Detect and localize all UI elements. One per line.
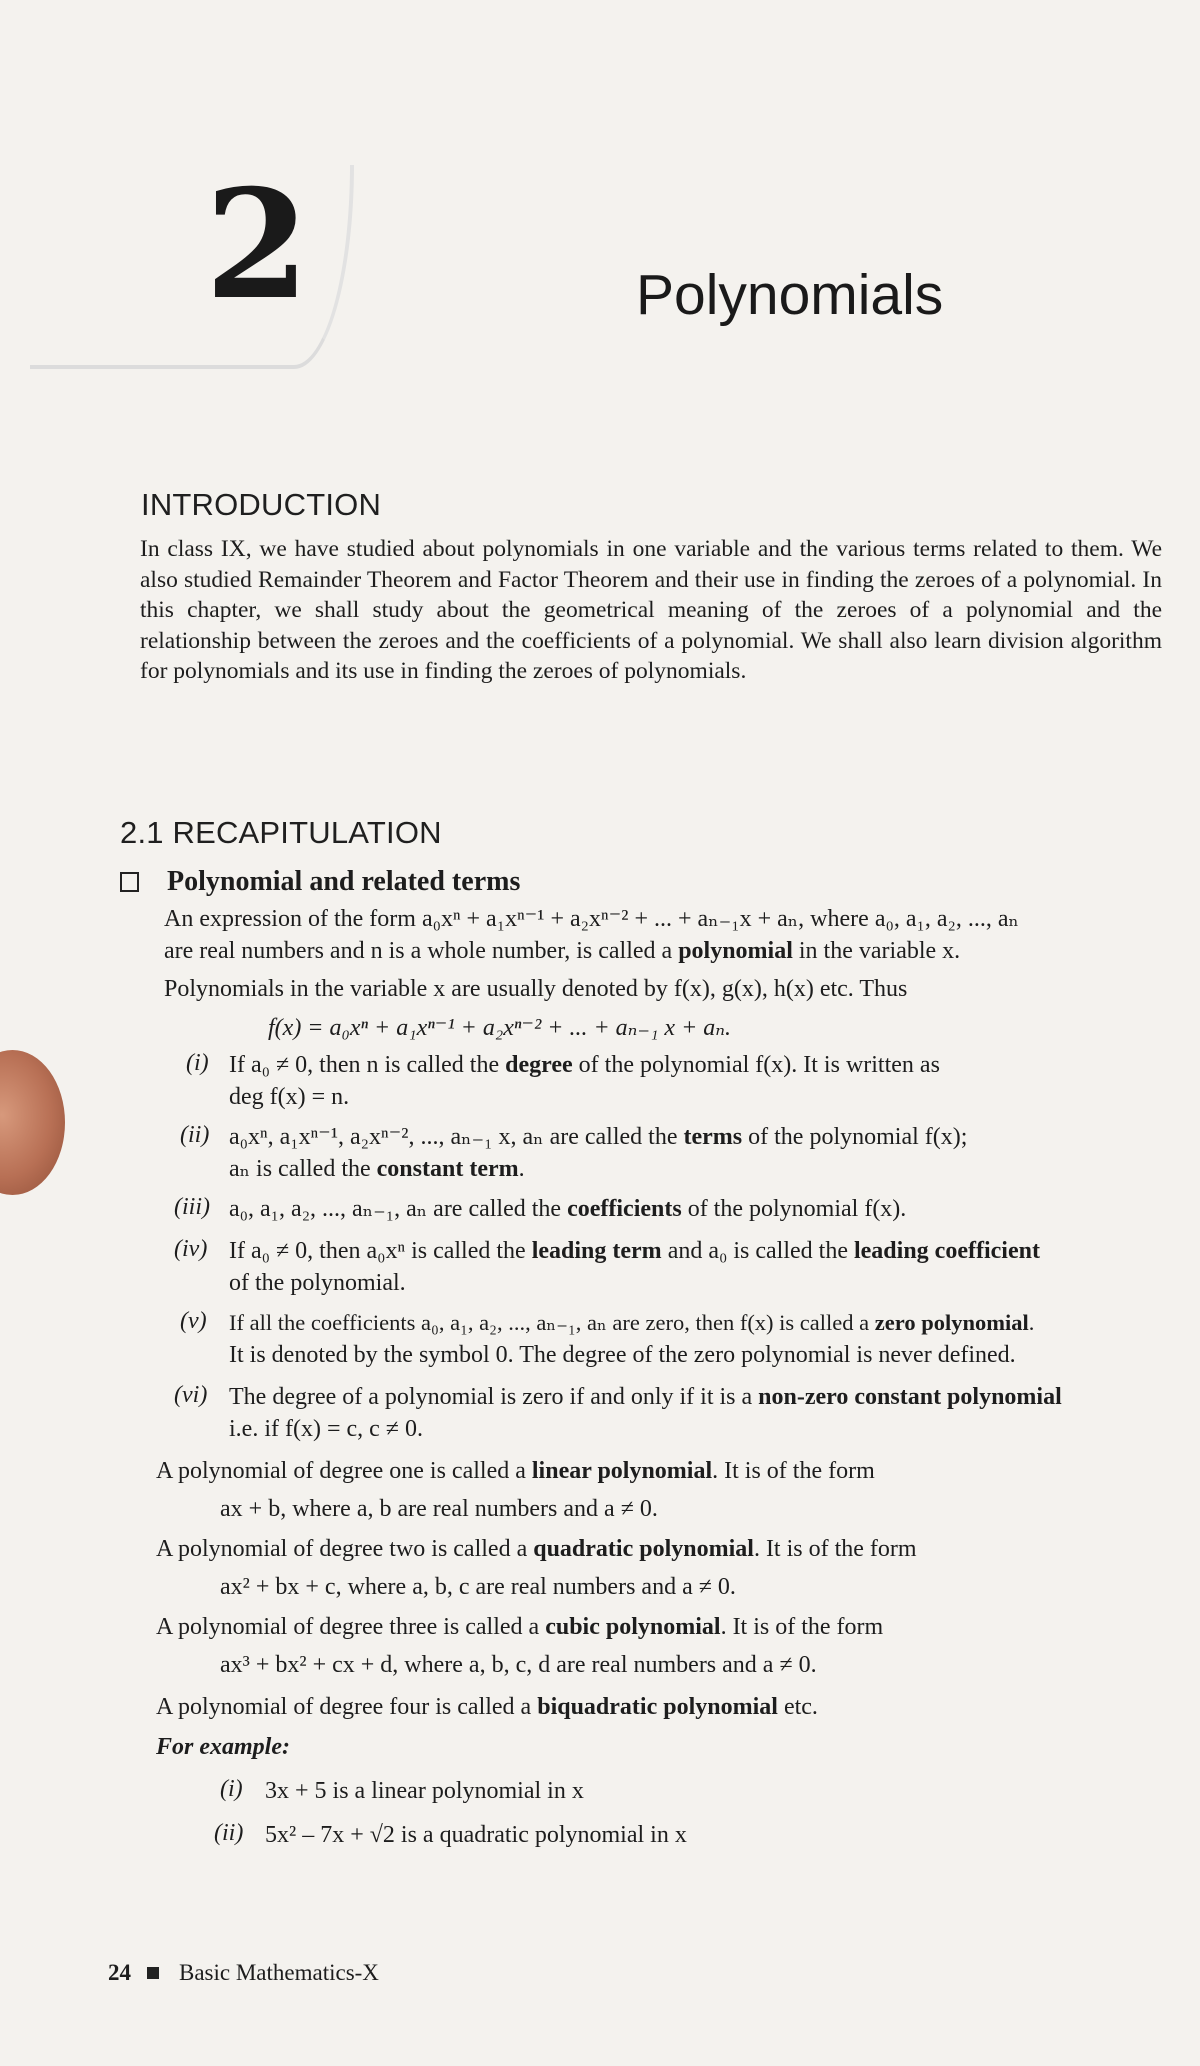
item-label: (iv) [174, 1236, 208, 1262]
item-text: of the polynomial f(x). It is written as [572, 1052, 940, 1078]
item-i-line-1 [229, 1050, 940, 1080]
example-text: 5x² – 7x + √2 is a quadratic polynomial in x [265, 1822, 687, 1848]
item-label: (i) [186, 1050, 209, 1076]
item-text: The degree of a polynomial is zero if and only if it is a [229, 1384, 759, 1410]
page-number: 24 [108, 1960, 131, 1985]
item-iv-line-1 [229, 1236, 1040, 1266]
cubic-definition [156, 1612, 883, 1642]
introduction-paragraph: In class IX, we have studied about polynomials in one variable and the various terms related to them. We also studied Remainder Theorem and Factor Theorem and their use in finding the zeroes of a polynomial. In this chapter, we shall study about the geometrical meaning of the zeroes of a polynomial and the relationship between the zeroes and the coefficients of a polynomial. We shall also learn division algorithm for polynomials and its use in finding the zeroes of polynomials. [140, 536, 1162, 684]
polynomial-term: polynomial [678, 938, 793, 964]
item-text: a₀xⁿ, a₁xⁿ⁻¹, a₂xⁿ⁻², ..., aₙ₋₁ x, aₙ are called the [229, 1124, 684, 1150]
item-bold-term: degree [505, 1052, 573, 1078]
definition-text-end: in the variable x. [792, 938, 961, 964]
item-bold-term: terms [683, 1124, 743, 1150]
square-bullet-icon [120, 872, 139, 892]
item-ii-line-2 [229, 1154, 525, 1184]
item-label: (ii) [180, 1122, 210, 1148]
example-label: (ii) [214, 1820, 244, 1846]
item-vi-line-2: i.e. if f(x) = c, c ≠ 0. [229, 1416, 423, 1442]
item-bold-term: coefficients [567, 1196, 682, 1222]
definition-line-1: An expression of the form a₀xⁿ + a₁xⁿ⁻¹ + a₂xⁿ⁻² + ... + aₙ₋₁x + aₙ, where a₀, a₁, a₂, ..., aₙ [164, 906, 1019, 932]
item-label: (vi) [174, 1382, 208, 1408]
item-ii-line-1 [229, 1122, 967, 1152]
example-label: (i) [220, 1776, 243, 1802]
item-text: a₀, a₁, a₂, ..., aₙ₋₁, aₙ are called the [229, 1196, 568, 1222]
item-v-line-1 [229, 1308, 1034, 1338]
item-label: (v) [180, 1308, 207, 1334]
example-text: 3x + 5 is a linear polynomial in x [265, 1778, 584, 1804]
definition-line-3: Polynomials in the variable x are usually denoted by f(x), g(x), h(x) etc. Thus [164, 976, 908, 1002]
book-title: Basic Mathematics-X [179, 1960, 379, 1985]
subheading-text: Polynomial and related terms [167, 866, 521, 897]
item-vi-line-1 [229, 1382, 1062, 1412]
quadratic-form: ax² + bx + c, where a, b, c are real numbers and a ≠ 0. [220, 1574, 736, 1600]
chapter-title: Polynomials [636, 263, 944, 327]
recapitulation-heading: 2.1 RECAPITULATION [120, 815, 442, 850]
square-separator-icon [147, 1967, 159, 1979]
definition-text: . It is of the form [712, 1458, 875, 1484]
linear-definition [156, 1456, 875, 1486]
item-bold-term: leading term [531, 1238, 662, 1264]
item-bold-term: non-zero constant polynomial [758, 1384, 1062, 1410]
item-bold-term: constant term [376, 1156, 519, 1182]
example-heading: For example: [156, 1734, 290, 1760]
biquadratic-definition [156, 1692, 818, 1722]
introduction-heading: INTRODUCTION [141, 487, 382, 522]
cubic-form: ax³ + bx² + cx + d, where a, b, c, d are real numbers and a ≠ 0. [220, 1652, 817, 1678]
linear-form: ax + b, where a, b are real numbers and a ≠ 0. [220, 1496, 658, 1522]
definition-text: are real numbers and n is a whole number, is called a [164, 938, 679, 964]
definition-text: A polynomial of degree one is called a [156, 1458, 532, 1484]
general-formula: f(x) = a₀xⁿ + a₁xⁿ⁻¹ + a₂xⁿ⁻² + ... + aₙ₋₁ x + aₙ. [268, 1015, 731, 1041]
item-text: of the polynomial f(x); [742, 1124, 968, 1150]
item-bold-term: leading coefficient [853, 1238, 1040, 1264]
item-i-line-2: deg f(x) = n. [229, 1084, 350, 1110]
linear-term: linear polynomial [531, 1458, 713, 1484]
definition-text: . It is of the form [720, 1614, 884, 1640]
item-text: If a₀ ≠ 0, then n is called the [229, 1052, 506, 1078]
quadratic-term: quadratic polynomial [533, 1536, 754, 1562]
biquadratic-term: biquadratic polynomial [537, 1694, 778, 1720]
item-iii-line-1 [229, 1194, 906, 1224]
item-text: . [1028, 1310, 1035, 1335]
item-v-line-2: It is denoted by the symbol 0. The degree of the zero polynomial is never defined. [229, 1342, 1016, 1368]
item-text: If a₀ ≠ 0, then a₀xⁿ is called the [229, 1238, 532, 1264]
item-text: . [518, 1156, 525, 1182]
definition-text: . It is of the form [753, 1536, 917, 1562]
polynomial-terms-subheading [120, 866, 520, 898]
item-label: (iii) [174, 1194, 210, 1220]
chapter-number: 2 [205, 157, 310, 333]
item-bold-term: zero polynomial [874, 1310, 1029, 1335]
item-iv-line-2: of the polynomial. [229, 1270, 406, 1296]
definition-text: A polynomial of degree four is called a [156, 1694, 538, 1720]
page-footer [108, 1960, 379, 1986]
quadratic-definition [156, 1534, 917, 1564]
definition-text: A polynomial of degree two is called a [156, 1536, 534, 1562]
definition-line-2 [164, 936, 960, 966]
thumb-photo [0, 1050, 65, 1195]
definition-text: etc. [777, 1694, 818, 1720]
cubic-term: cubic polynomial [545, 1614, 721, 1640]
item-text: If all the coefficients a₀, a₁, a₂, ..., aₙ₋₁, aₙ are zero, then f(x) is called a [229, 1310, 875, 1335]
definition-text: A polynomial of degree three is called a [156, 1614, 546, 1640]
item-text: and a₀ is called the [661, 1238, 854, 1264]
item-text: of the polynomial f(x). [681, 1196, 907, 1222]
item-text: aₙ is called the [229, 1156, 377, 1182]
